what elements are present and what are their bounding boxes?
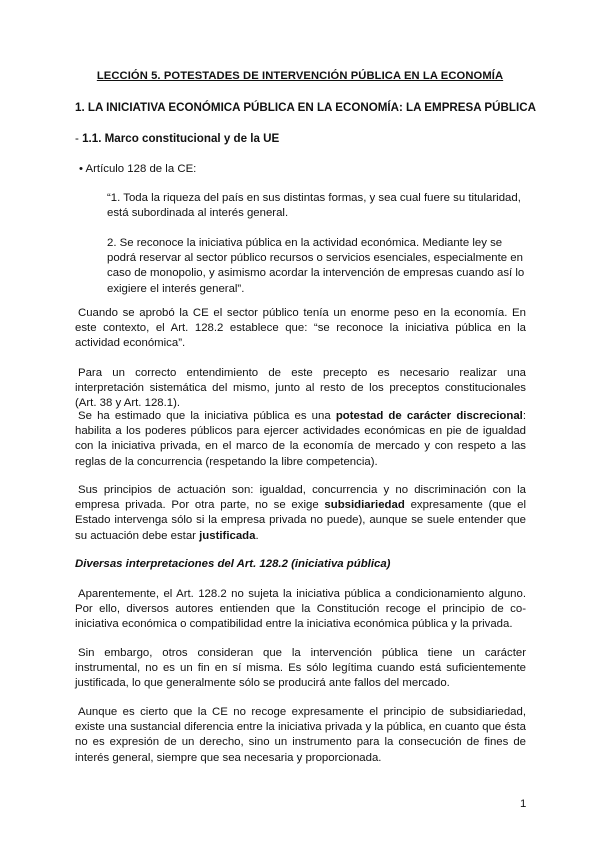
paragraph-6: Sin embargo, otros consideran que la intervención pública tiene un carácter instrumental, no es un fin en sí misma. Es sólo legítima cuando está suficientemente justificada, lo que generalmente sólo se producirá ante fallos del mercado. <box>75 647 526 690</box>
paragraph-3-text-a: Se ha estimado que la iniciativa pública es una <box>78 410 336 422</box>
paragraph-4-bold-subsidiariedad: subsidiariedad <box>324 499 405 512</box>
paragraph-3-bold: potestad de carácter discrecional <box>335 410 523 422</box>
lesson-title: LECCIÓN 5. POTESTADES DE INTERVENCIÓN PÚBLICA EN LA ECONOMÍA <box>96 70 504 82</box>
page-number: 1 <box>520 798 527 810</box>
paragraph-4-text-b: expresamente (que el Estado intervenga sólo si la empresa privada no puede), aunque se suele entender que su actuación debe estar <box>75 499 526 542</box>
paragraph-2: Para un correcto entendimiento de este precepto es necesario realizar una interpretación sistemática del mismo, junto al resto de los preceptos constitucionales (Art. 38 y Art. 128.1). <box>75 367 526 410</box>
subsection-prefix: - <box>75 132 83 145</box>
paragraph-1: Cuando se aprobó la CE el sector público tenía un enorme peso en la economía. En este contexto, el Art. 128.2 establece que: “se reconoce la iniciativa pública en la actividad económica”. <box>75 307 526 350</box>
quote-paragraph-1: “1. Toda la riqueza del país en sus distintas formas, y sea cual fuere su titularidad, está subordinada al interés general. <box>107 192 521 220</box>
paragraph-4-bold-justificada: justificada <box>199 529 256 542</box>
paragraph-7: Aunque es cierto que la CE no recoge expresamente el principio de subsidiariedad, existe una sustancial diferencia entre la iniciativa privada y la pública, en cuanto que ésta no es expresión de un derecho, sino un instrumento para la consecución de fines de interés general, siempre que sea necesaria y proporcionada. <box>75 706 526 764</box>
quote-paragraph-2: 2. Se reconoce la iniciativa pública en la actividad económica. Mediante ley se podrá reservar al sector público recursos o servicios esenciales, especialmente en caso de monopolio, y asimismo acordar la intervención de empresas cuando así lo exigiere el interés general”. <box>107 237 525 295</box>
section-heading: 1. LA INICIATIVA ECONÓMICA PÚBLICA EN LA ECONOMÍA: LA EMPRESA PÚBLICA <box>75 101 536 114</box>
paragraph-4-text-c: . <box>255 529 259 542</box>
paragraph-5: Aparentemente, el Art. 128.2 no sujeta la iniciativa pública a condicionamiento alguno. Por ello, diversos autores entienden que la Constitución recoge el principio de co-iniciativa económica o compatibilidad entre la iniciativa económica pública y la privada. <box>75 588 526 631</box>
paragraph-3-text-b: : habilita a los poderes públicos para ejercer actividades económicas en pie de igualdad con la iniciativa privada, en el marco de la economía de mercado y con respeto a las reglas de la concurrencia (respetando la libre competencia). <box>75 410 526 468</box>
subsection-title: 1.1. Marco constitucional y de la UE <box>82 132 280 145</box>
subsection-heading <box>75 131 279 146</box>
interpretations-heading: Diversas interpretaciones del Art. 128.2 (iniciativa pública) <box>75 558 391 570</box>
paragraph-3 <box>75 409 526 470</box>
paragraph-4-text-a: Sus principios de actuación son: igualdad, concurrencia y no discriminación con la empresa privada. Por otra parte, no se exige <box>75 484 526 512</box>
article-bullet: • Artículo 128 de la CE: <box>79 163 197 175</box>
paragraph-4 <box>75 483 526 544</box>
